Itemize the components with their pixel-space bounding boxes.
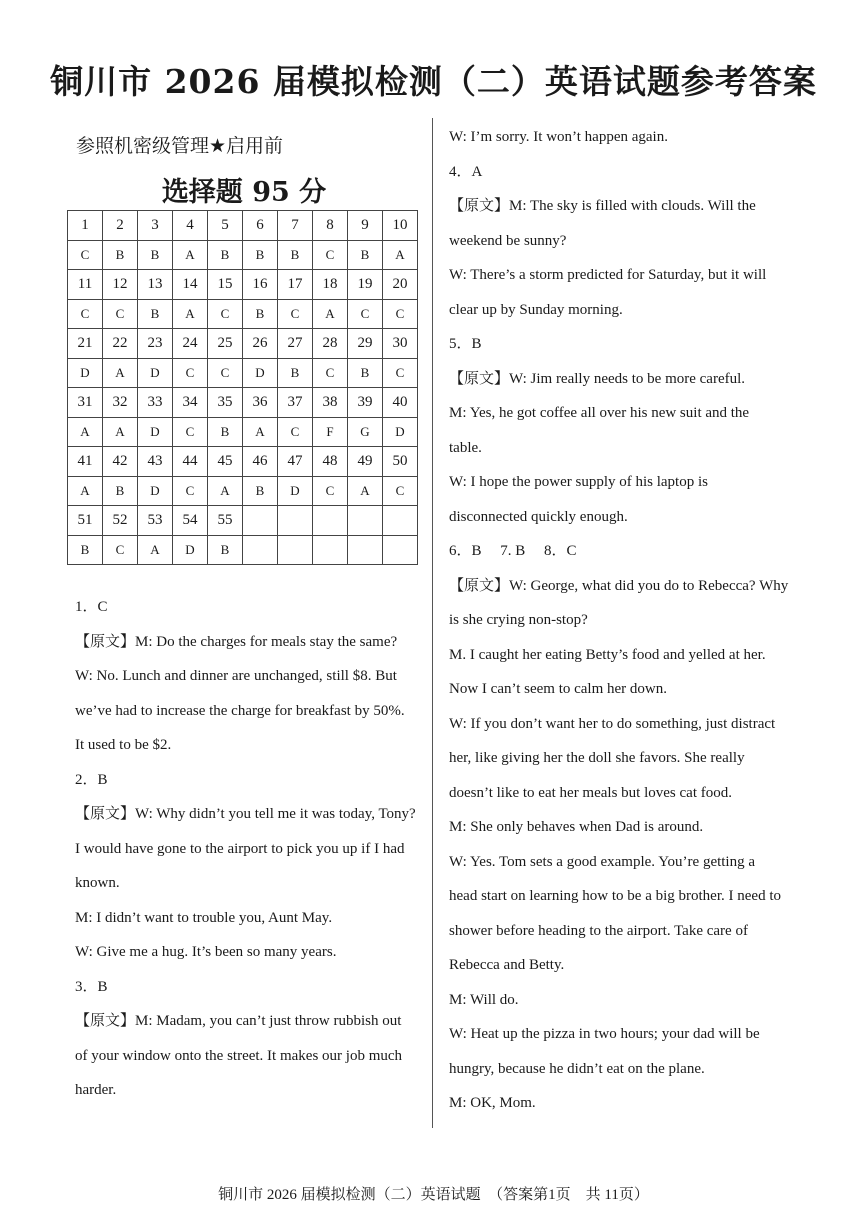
answer-cell: A (348, 476, 383, 506)
question-number-row (68, 329, 418, 359)
question-number-cell: 25 (208, 329, 243, 359)
answer-row (68, 535, 418, 565)
question-number-cell: 33 (138, 388, 173, 418)
answer-cell: A (208, 476, 243, 506)
column-divider (432, 118, 433, 1128)
text-line: 【原文】M: Madam, you can’t just throw rubbish out (75, 1013, 402, 1029)
question-number-cell: 35 (208, 388, 243, 418)
question-number-row (68, 506, 418, 536)
question-number-cell: 48 (313, 447, 348, 477)
question-number-cell: 17 (278, 270, 313, 300)
question-number-cell: 14 (173, 270, 208, 300)
answer-cell: C (313, 240, 348, 270)
text-line: 5．B (449, 336, 482, 352)
answer-cell: A (138, 535, 173, 565)
answer-cell: B (208, 240, 243, 270)
question-number-cell: 32 (103, 388, 138, 418)
question-number-cell: 12 (103, 270, 138, 300)
text-line: W: Heat up the pizza in two hours; your dad will be (449, 1026, 760, 1042)
question-number-cell: 42 (103, 447, 138, 477)
answer-cell: D (243, 358, 278, 388)
answer-cell: B (138, 240, 173, 270)
text-line: 4．A (449, 163, 483, 180)
answer-cell (278, 535, 313, 565)
text-line: M: She only behaves when Dad is around. (449, 819, 704, 835)
answer-cell: C (173, 358, 208, 388)
answer-cell: B (348, 358, 383, 388)
question-number-cell: 8 (313, 211, 348, 241)
text-line: doesn’t like to eat her meals but loves cat food. (449, 784, 732, 801)
answer-cell: C (348, 299, 383, 329)
answer-cell: D (138, 358, 173, 388)
question-number-cell: 18 (313, 270, 348, 300)
text-line: W: No. Lunch and dinner are unchanged, still $8. But (75, 668, 397, 684)
document-title: 铜川市 2026 届模拟检测（二）英语试题参考答案 (50, 62, 817, 101)
answer-cell: C (383, 358, 418, 388)
question-number-cell: 13 (138, 270, 173, 300)
question-number-cell: 55 (208, 506, 243, 536)
answer-cell: A (313, 299, 348, 329)
text-line: we’ve had to increase the charge for breakfast by 50%. (75, 702, 405, 719)
question-number-cell (383, 506, 418, 536)
question-number-cell: 30 (383, 329, 418, 359)
text-line: 2．B (75, 771, 108, 788)
question-number-cell (313, 506, 348, 536)
question-number-cell: 49 (348, 447, 383, 477)
answer-cell: C (313, 358, 348, 388)
text-line: 3．B (75, 978, 108, 995)
text-line: weekend be sunny? (449, 232, 567, 249)
text-line: M. I caught her eating Betty’s food and yelled at her. (449, 646, 766, 663)
question-number-cell: 40 (383, 388, 418, 418)
text-line: shower before heading to the airport. Take care of (449, 922, 748, 939)
text-line: clear up by Sunday morning. (449, 301, 623, 318)
text-line: M: OK, Mom. (449, 1095, 536, 1111)
question-number-cell: 6 (243, 211, 278, 241)
text-line: of your window onto the street. It makes our job much (75, 1047, 403, 1064)
question-number-cell: 26 (243, 329, 278, 359)
question-number-cell: 5 (208, 211, 243, 241)
answer-cell: C (208, 358, 243, 388)
question-number-cell: 51 (68, 506, 103, 536)
text-line: table. (449, 439, 482, 456)
text-line: W: If you don’t want her to do something, just distract (449, 715, 776, 732)
text-line: W: I hope the power supply of his laptop is (449, 474, 708, 490)
text-line: M: Yes, he got coffee all over his new suit and the (449, 405, 750, 421)
text-line: It used to be $2. (75, 737, 172, 753)
question-number-cell: 15 (208, 270, 243, 300)
question-number-cell: 41 (68, 447, 103, 477)
answer-cell: C (103, 299, 138, 329)
answer-cell: B (68, 535, 103, 565)
question-number-cell: 7 (278, 211, 313, 241)
text-line: W: Yes. Tom sets a good example. You’re getting a (449, 853, 756, 870)
text-line: disconnected quickly enough. (449, 508, 628, 525)
answer-cell (313, 535, 348, 565)
text-line: head start on learning how to be a big brother. I need to (449, 888, 781, 904)
question-number-cell: 45 (208, 447, 243, 477)
question-number-cell: 46 (243, 447, 278, 477)
text-line: 6．B 7. B 8．C (449, 543, 577, 559)
question-number-cell: 27 (278, 329, 313, 359)
answer-cell: D (68, 358, 103, 388)
text-line: 【原文】W: George, what did you do to Rebecca? Why (449, 577, 789, 594)
text-line: 【原文】M: The sky is filled with clouds. Will the (449, 198, 756, 214)
question-number-cell: 19 (348, 270, 383, 300)
text-line: harder. (75, 1082, 117, 1098)
text-line: Now I can’t seem to calm her down. (449, 681, 667, 697)
question-number-cell (348, 506, 383, 536)
answer-cell: C (68, 240, 103, 270)
left-column (75, 590, 430, 1108)
question-number-cell: 29 (348, 329, 383, 359)
question-number-cell: 28 (313, 329, 348, 359)
answer-cell: B (278, 358, 313, 388)
page-footer: 铜川市 2026 届模拟检测（二）英语试题 （答案第1页 共 11页） (218, 1187, 649, 1203)
answer-cell: A (103, 358, 138, 388)
answer-cell: D (278, 476, 313, 506)
answer-cell: D (173, 535, 208, 565)
answer-cell: A (103, 417, 138, 447)
answer-cell: B (278, 240, 313, 270)
question-number-cell: 2 (103, 211, 138, 241)
question-number-cell: 24 (173, 329, 208, 359)
question-number-cell: 47 (278, 447, 313, 477)
answer-cell: C (313, 476, 348, 506)
answer-cell: B (103, 476, 138, 506)
answer-cell: B (138, 299, 173, 329)
answer-table (67, 210, 418, 565)
answer-cell: A (173, 240, 208, 270)
question-number-cell: 20 (383, 270, 418, 300)
text-line: is she crying non-stop? (449, 612, 588, 628)
answer-cell: A (68, 417, 103, 447)
answer-cell: G (348, 417, 383, 447)
answer-cell: D (138, 476, 173, 506)
text-line: M: Will do. (449, 991, 519, 1008)
answer-cell: B (103, 240, 138, 270)
answer-row (68, 240, 418, 270)
answer-cell: C (68, 299, 103, 329)
answer-cell: A (383, 240, 418, 270)
answer-cell: B (243, 476, 278, 506)
question-number-cell (278, 506, 313, 536)
text-line: 1．C (75, 599, 108, 615)
answer-row (68, 358, 418, 388)
text-line: Rebecca and Betty. (449, 957, 565, 973)
text-line: 【原文】W: Jim really needs to be more careful. (449, 370, 746, 387)
question-number-cell: 43 (138, 447, 173, 477)
answer-cell: B (348, 240, 383, 270)
question-number-cell: 16 (243, 270, 278, 300)
question-number-cell: 11 (68, 270, 103, 300)
question-number-cell: 21 (68, 329, 103, 359)
question-number-row (68, 211, 418, 241)
question-number-cell: 39 (348, 388, 383, 418)
question-number-cell: 53 (138, 506, 173, 536)
question-number-cell: 36 (243, 388, 278, 418)
answer-cell: D (138, 417, 173, 447)
answer-cell: C (278, 299, 313, 329)
answer-cell: C (278, 417, 313, 447)
question-number-row (68, 447, 418, 477)
answer-cell: A (173, 299, 208, 329)
question-number-cell: 4 (173, 211, 208, 241)
answer-row (68, 417, 418, 447)
answer-cell: C (103, 535, 138, 565)
question-number-cell: 22 (103, 329, 138, 359)
section-heading: 选择题 95 分 (161, 177, 327, 208)
answer-cell: B (208, 535, 243, 565)
question-number-cell: 34 (173, 388, 208, 418)
answer-cell: A (243, 417, 278, 447)
right-column (449, 120, 799, 1121)
answer-cell: A (68, 476, 103, 506)
text-line: 【原文】M: Do the charges for meals stay the same? (75, 633, 398, 650)
answer-cell: C (208, 299, 243, 329)
question-number-cell: 50 (383, 447, 418, 477)
question-number-cell: 37 (278, 388, 313, 418)
answer-cell: C (383, 299, 418, 329)
answer-cell: C (383, 476, 418, 506)
question-number-cell: 54 (173, 506, 208, 536)
text-line: W: Give me a hug. It’s been so many years. (75, 944, 337, 960)
question-number-cell: 3 (138, 211, 173, 241)
answer-cell: C (173, 417, 208, 447)
confidentiality-label: 参照机密级管理★启用前 (76, 135, 284, 157)
answer-cell: B (243, 240, 278, 270)
answer-cell: B (208, 417, 243, 447)
text-line: hungry, because he didn’t eat on the plane. (449, 1060, 705, 1077)
answer-cell: B (243, 299, 278, 329)
text-line: known. (75, 875, 120, 891)
answer-cell: F (313, 417, 348, 447)
question-number-cell: 38 (313, 388, 348, 418)
question-number-cell: 23 (138, 329, 173, 359)
question-number-cell: 31 (68, 388, 103, 418)
question-number-cell: 44 (173, 447, 208, 477)
question-number-row (68, 270, 418, 300)
question-number-cell: 9 (348, 211, 383, 241)
question-number-row (68, 388, 418, 418)
answer-cell (243, 535, 278, 565)
answer-cell: D (383, 417, 418, 447)
question-number-cell: 1 (68, 211, 103, 241)
question-number-cell: 52 (103, 506, 138, 536)
answer-cell (383, 535, 418, 565)
answer-row (68, 476, 418, 506)
answer-row (68, 299, 418, 329)
text-line: W: There’s a storm predicted for Saturday, but it will (449, 267, 767, 283)
text-line: her, like giving her the doll she favors. She really (449, 750, 745, 766)
text-line: 【原文】W: Why didn’t you tell me it was today, Tony? (75, 806, 416, 822)
answer-cell: C (173, 476, 208, 506)
question-number-cell: 10 (383, 211, 418, 241)
question-number-cell (243, 506, 278, 536)
text-line: M: I didn’t want to trouble you, Aunt May. (75, 909, 333, 926)
answer-cell (348, 535, 383, 565)
text-line: W: I’m sorry. It won’t happen again. (449, 129, 668, 145)
text-line: I would have gone to the airport to pick you up if I had (75, 840, 405, 857)
